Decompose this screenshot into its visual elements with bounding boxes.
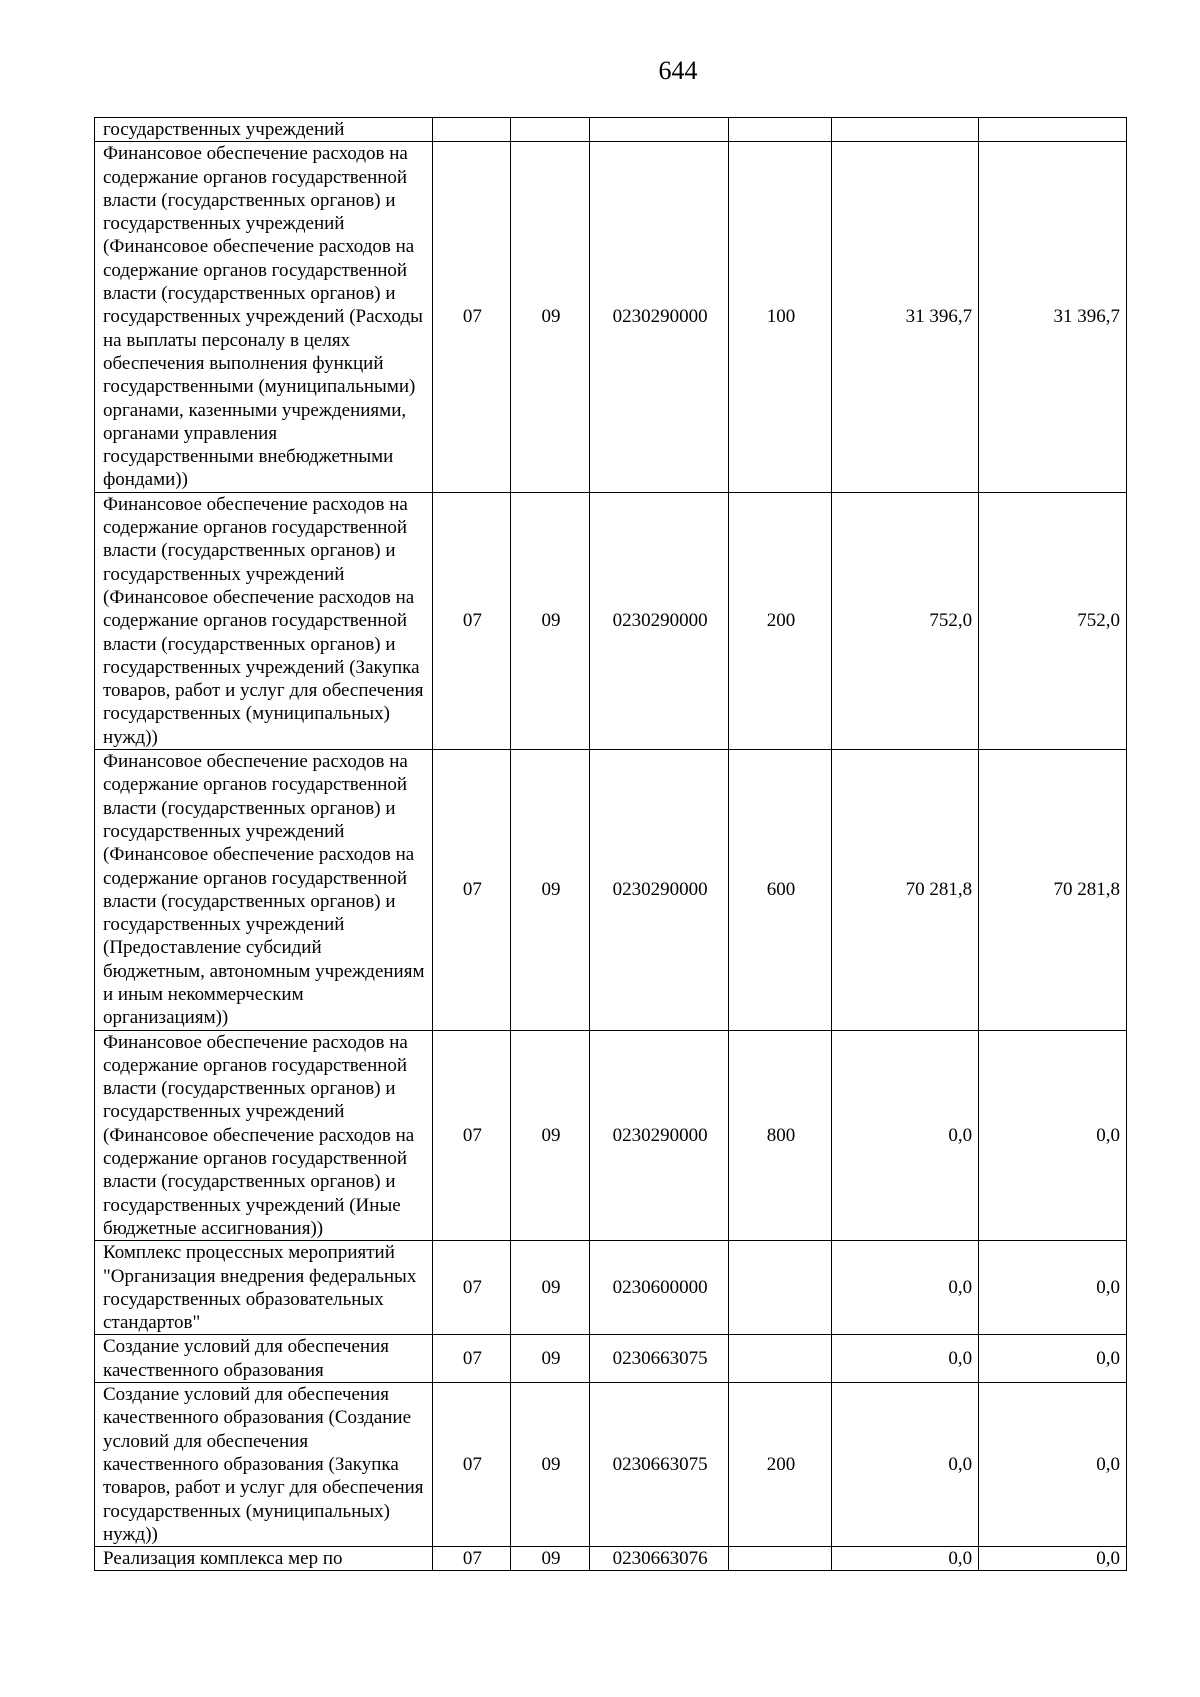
row-name-cell: Создание условий для обеспечения качественного образования: [95, 1335, 433, 1383]
section-code-cell: 07: [433, 1383, 511, 1547]
amount-cell-2: 31 396,7: [979, 142, 1127, 492]
subsection-code-cell: 09: [510, 492, 590, 749]
amount-cell-1: 70 281,8: [832, 750, 979, 1031]
section-code-cell: 07: [433, 1030, 511, 1241]
subsection-code-cell: 09: [510, 1241, 590, 1335]
amount-cell-1: 0,0: [832, 1383, 979, 1547]
amount-cell-2: 0,0: [979, 1241, 1127, 1335]
amount-cell-1: 752,0: [832, 492, 979, 749]
amount-cell-2: 0,0: [979, 1335, 1127, 1383]
amount-cell-2: 752,0: [979, 492, 1127, 749]
expense-type-cell: 200: [728, 1383, 831, 1547]
budget-table: [94, 117, 1127, 1571]
table-row: [95, 1547, 1127, 1571]
target-article-cell: 0230663075: [590, 1383, 729, 1547]
amount-cell-1: 0,0: [832, 1030, 979, 1241]
amount-cell-1: 0,0: [832, 1547, 979, 1571]
table-row: [95, 142, 1127, 492]
page-number: 644: [658, 56, 698, 85]
expense-type-cell: 800: [728, 1030, 831, 1241]
subsection-code-cell: [510, 118, 590, 142]
table-row: [95, 1030, 1127, 1241]
amount-cell-2: 0,0: [979, 1547, 1127, 1571]
table-row: [95, 750, 1127, 1031]
row-name-cell: Реализация комплекса мер по: [95, 1547, 433, 1571]
amount-cell-2: 0,0: [979, 1030, 1127, 1241]
section-code-cell: 07: [433, 1547, 511, 1571]
target-article-cell: 0230290000: [590, 492, 729, 749]
expense-type-cell: 200: [728, 492, 831, 749]
expense-type-cell: [728, 1335, 831, 1383]
row-name-cell: Финансовое обеспечение расходов на содержание органов государственной власти (государственных органов) и государственных учреждений (Финансовое обеспечение расходов на содержание органов государственной власти (государственных органов) и государственных учреждений (Закупка товаров, работ и услуг для обеспечения государственных (муниципальных) нужд)): [95, 492, 433, 749]
target-article-cell: 0230600000: [590, 1241, 729, 1335]
expense-type-cell: 600: [728, 750, 831, 1031]
section-code-cell: 07: [433, 750, 511, 1031]
section-code-cell: 07: [433, 1335, 511, 1383]
subsection-code-cell: 09: [510, 1383, 590, 1547]
expense-type-cell: [728, 1547, 831, 1571]
row-name-cell: Создание условий для обеспечения качественного образования (Создание условий для обеспечения качественного образования (Закупка товаров, работ и услуг для обеспечения государственных (муниципальных) нужд)): [95, 1383, 433, 1547]
target-article-cell: 0230290000: [590, 750, 729, 1031]
table-row: [95, 1383, 1127, 1547]
row-name-cell: Финансовое обеспечение расходов на содержание органов государственной власти (государственных органов) и государственных учреждений (Финансовое обеспечение расходов на содержание органов государственной власти (государственных органов) и государственных учреждений (Иные бюджетные ассигнования)): [95, 1030, 433, 1241]
row-name-cell: государственных учреждений: [95, 118, 433, 142]
target-article-cell: [590, 118, 729, 142]
amount-cell-2: [979, 118, 1127, 142]
target-article-cell: 0230663075: [590, 1335, 729, 1383]
amount-cell-1: 0,0: [832, 1335, 979, 1383]
expense-type-cell: [728, 1241, 831, 1335]
subsection-code-cell: 09: [510, 1335, 590, 1383]
row-name-cell: Комплекс процессных мероприятий "Организация внедрения федеральных государственных образовательных стандартов": [95, 1241, 433, 1335]
table-row: [95, 492, 1127, 749]
amount-cell-2: 0,0: [979, 1383, 1127, 1547]
target-article-cell: 0230290000: [590, 1030, 729, 1241]
table-row: [95, 1335, 1127, 1383]
amount-cell-1: 0,0: [832, 1241, 979, 1335]
subsection-code-cell: 09: [510, 750, 590, 1031]
subsection-code-cell: 09: [510, 142, 590, 492]
subsection-code-cell: 09: [510, 1547, 590, 1571]
expense-type-cell: 100: [728, 142, 831, 492]
amount-cell-1: [832, 118, 979, 142]
target-article-cell: 0230663076: [590, 1547, 729, 1571]
target-article-cell: 0230290000: [590, 142, 729, 492]
subsection-code-cell: 09: [510, 1030, 590, 1241]
expense-type-cell: [728, 118, 831, 142]
section-code-cell: [433, 118, 511, 142]
row-name-cell: Финансовое обеспечение расходов на содержание органов государственной власти (государственных органов) и государственных учреждений (Финансовое обеспечение расходов на содержание органов государственной власти (государственных органов) и государственных учреждений (Расходы на выплаты персоналу в целях обеспечения выполнения функций государственными (муниципальными) органами, казенными учреждениями, органами управления государственными внебюджетными фондами)): [95, 142, 433, 492]
row-name-cell: Финансовое обеспечение расходов на содержание органов государственной власти (государственных органов) и государственных учреждений (Финансовое обеспечение расходов на содержание органов государственной власти (государственных органов) и государственных учреждений (Предоставление субсидий бюджетным, автономным учреждениям и иным некоммерческим организациям)): [95, 750, 433, 1031]
section-code-cell: 07: [433, 492, 511, 749]
amount-cell-2: 70 281,8: [979, 750, 1127, 1031]
table-row: [95, 1241, 1127, 1335]
amount-cell-1: 31 396,7: [832, 142, 979, 492]
table-row: [95, 118, 1127, 142]
section-code-cell: 07: [433, 142, 511, 492]
section-code-cell: 07: [433, 1241, 511, 1335]
